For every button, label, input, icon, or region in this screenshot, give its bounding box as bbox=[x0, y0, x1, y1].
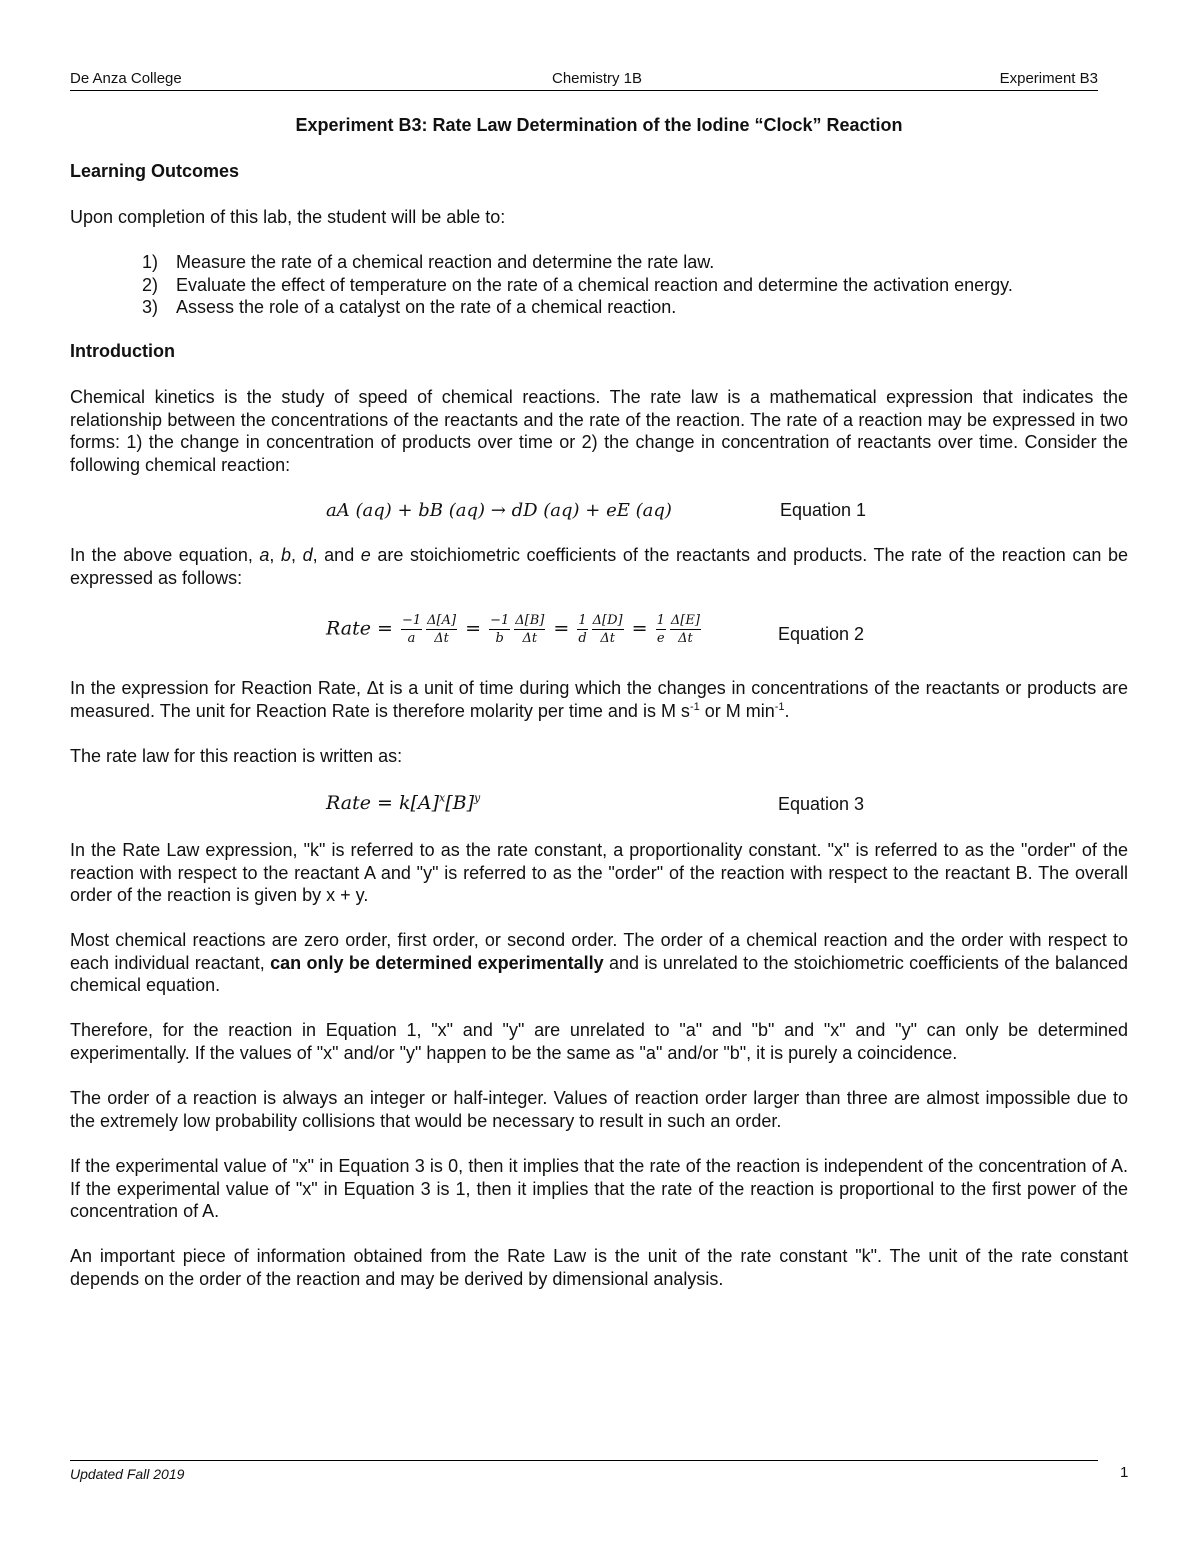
learning-outcomes-heading: Learning Outcomes bbox=[70, 161, 240, 181]
intro-paragraph-2: In the above equation, a, b, d, and e are stoichiometric coefficients of the reactants and products. The rate of the reaction can be expressed as follows: bbox=[70, 545, 1128, 588]
document-title: Experiment B3: Rate Law Determination of the Iodine “Clock” Reaction bbox=[295, 115, 903, 135]
footer-updated: Updated Fall 2019 bbox=[70, 1466, 185, 1482]
outcomes-list bbox=[142, 251, 1128, 319]
list-item: 1) Measure the rate of a chemical reaction and determine the rate law. bbox=[142, 252, 715, 272]
page-header bbox=[70, 70, 1098, 90]
intro-paragraph-7: Therefore, for the reaction in Equation 1, "x" and "y" are unrelated to "a" and "b" and "x" and "y" can only be determined experimentally. If the values of "x" and/or "y" happen to be the same as "a" and/or "b", it is purely a coincidence. bbox=[70, 1020, 1128, 1063]
equation-2-label: Equation 2 bbox=[778, 624, 865, 644]
intro-paragraph-8: The order of a reaction is always an integer or half-integer. Values of reaction order larger than three are almost impossible due to the extremely low probability collisions that would be necessary to result in such an order. bbox=[70, 1088, 1128, 1131]
header-rule bbox=[70, 90, 1098, 91]
footer-rule bbox=[70, 1460, 1098, 1461]
equation-3-label: Equation 3 bbox=[778, 794, 865, 814]
list-item: 2) Evaluate the effect of temperature on the rate of a chemical reaction and determine the activation energy. bbox=[142, 274, 1013, 295]
intro-paragraph-10: An important piece of information obtained from the Rate Law is the unit of the rate constant "k". The unit of the rate constant depends on the order of the reaction and may be derived by dimensional analysis. bbox=[70, 1246, 1128, 1289]
header-course: Chemistry 1B bbox=[552, 70, 643, 87]
learning-intro: Upon completion of this lab, the student will be able to: bbox=[70, 207, 506, 227]
intro-paragraph-6: Most chemical reactions are zero order, first order, or second order. The order of a chemical reaction and the order with respect to each individual reactant, can only be determined experimentally and is unrelated to the stoichiometric coefficients of the balanced chemical equation. bbox=[70, 930, 1129, 996]
equation-1-label: Equation 1 bbox=[780, 500, 867, 520]
header-experiment: Experiment B3 bbox=[999, 70, 1098, 87]
introduction-heading: Introduction bbox=[70, 341, 175, 361]
equation-1: aA (aq) + bB (aq) → dD (aq) + eE (aq) bbox=[326, 500, 672, 521]
intro-paragraph-5: In the Rate Law expression, "k" is referred to as the rate constant, a proportionality constant. "x" is referred to as the "order" of the reaction with respect to the reactant A and "y" is referred to as the "order" of the reaction with respect to the reactant B. The overall order of the reaction is given by x + y. bbox=[70, 840, 1128, 906]
intro-paragraph-9: If the experimental value of "x" in Equation 3 is 0, then it implies that the rate of the reaction is independent of the concentration of A. If the experimental value of "x" in Equation 3 is 1, then it implies that the rate of the reaction is proportional to the first power of the concentration of A. bbox=[70, 1156, 1128, 1222]
intro-paragraph-1: Chemical kinetics is the study of speed of chemical reactions. The rate law is a mathematical expression that indicates the relationship between the concentrations of the reactants and the rate of the reaction. The rate of a reaction may be expressed in two forms: 1) the change in concentration of products over time or 2) the change in concentration of reactants over time. Consider the following chemical reaction: bbox=[70, 387, 1128, 475]
list-item: 3) Assess the role of a catalyst on the rate of a chemical reaction. bbox=[142, 297, 677, 318]
intro-paragraph-4: The rate law for this reaction is written as: bbox=[70, 746, 403, 766]
page-number: 1 bbox=[1120, 1464, 1129, 1481]
equation-3: Rate = $k[A]^x[B]^y$ bbox=[326, 791, 481, 814]
document-page bbox=[70, 0, 1128, 1553]
equation-2: Rate = $\frac{-1}{a}$ $\frac{\Delta[A]}{\Delta t}$ = $\frac{-1}{b}$ $\frac{\Delta[B]}{\Delta t}$ = $\frac{1}{d}$ $\frac{\Delta[D]}{\Delta t}$ = $\frac{1}{e}$ $\frac{\Delta[E]}{\Delta t}$ bbox=[326, 613, 700, 646]
intro-paragraph-3: In the expression for Reaction Rate, Δt is a unit of time during which the changes in concentrations of the reactants or products are measured. The unit for Reaction Rate is therefore molarity per time and is M $s^{-1}$ or M $\min^{-1}$. bbox=[70, 678, 1128, 721]
header-college: De Anza College bbox=[70, 70, 182, 87]
